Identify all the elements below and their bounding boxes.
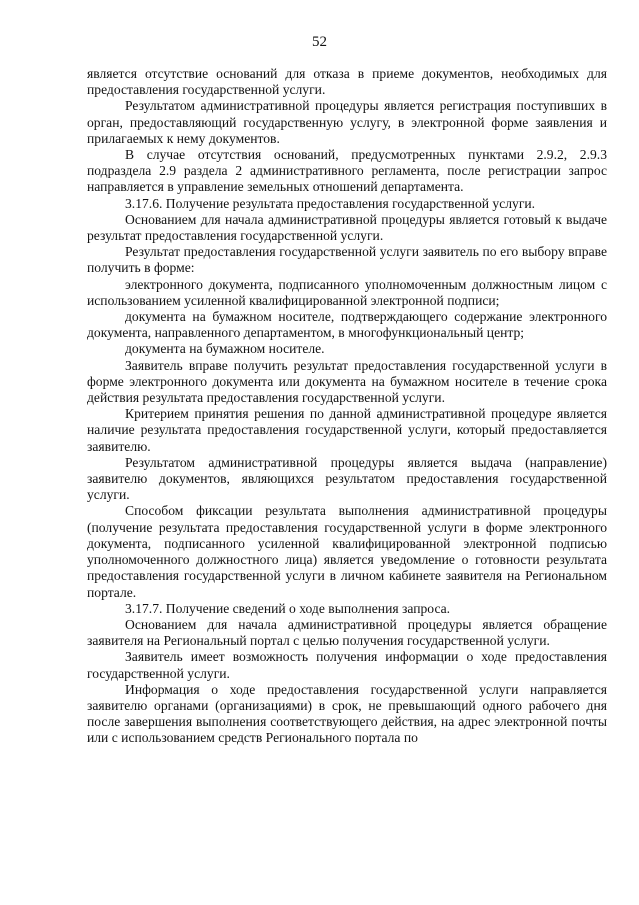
paragraph: Результат предоставления государственной услуги заявитель по его выбору вправе получить в форме: <box>87 244 607 276</box>
paragraph: Результатом административной процедуры является выдача (направление) заявителю документов, являющихся результатом предоставления государственной услуги. <box>87 454 607 503</box>
paragraph: электронного документа, подписанного уполномоченным должностным лицом с использованием усиленной квалифицированной электронной подписи; <box>87 276 607 308</box>
paragraph: Основанием для начала административной процедуры является готовый к выдаче результат предоставления государственной услуги. <box>87 211 607 244</box>
paragraph: 3.17.6. Получение результата предоставления государственной услуги. <box>125 195 536 211</box>
paragraph: Способом фиксации результата выполнения административной процедуры (получение результата предоставления государственной услуги в форме электронного документа, подписанного усиленной квалифицированной электронной подписью уполномоченного должностного лица) является уведомление о готовности результата предоставления государственной услуги в личном кабинете заявителя на Региональном портале. <box>87 503 607 600</box>
paragraph: 3.17.7. Получение сведений о ходе выполнения запроса. <box>125 600 451 616</box>
document-body <box>87 66 607 747</box>
paragraph: Заявитель имеет возможность получения информации о ходе предоставления государственной услуги. <box>87 649 607 681</box>
paragraph: Заявитель вправе получить результат предоставления государственной услуги в форме электронного документа или документа на бумажном носителе в течение срока действия результата предоставления государственной услуги. <box>87 357 607 406</box>
paragraph: Информация о ходе предоставления государственной услуги направляется заявителю органами (организациями) в срок, не превышающий одного рабочего дня после завершения выполнения соответствующего действия, на адрес электронной почты или с использованием средств Регионального портала по <box>87 681 607 746</box>
paragraph: В случае отсутствия оснований, предусмотренных пунктами 2.9.2, 2.9.3 подраздела 2.9 раздела 2 административного регламента, после регистрации запрос направляется в управление земельных отношений департамента. <box>87 147 607 195</box>
paragraph: является отсутствие оснований для отказа в приеме документов, необходимых для предоставления государственной услуги. <box>87 66 607 98</box>
paragraph: Критерием принятия решения по данной административной процедуре является наличие результата предоставления государственной услуги, который предоставляется заявителю. <box>87 406 607 454</box>
paragraph: Результатом административной процедуры является регистрация поступивших в орган, предоставляющий государственную услугу, в электронной форме заявления и прилагаемых к нему документов. <box>87 98 607 146</box>
paragraph: документа на бумажном носителе. <box>125 341 325 357</box>
page-number: 52 <box>312 34 327 50</box>
paragraph: документа на бумажном носителе, подтверждающего содержание электронного документа, направленного департаментом, в многофункциональный центр; <box>87 309 607 341</box>
paragraph: Основанием для начала административной процедуры является обращение заявителя на Региональный портал с целью получения государственной услуги. <box>87 616 607 649</box>
